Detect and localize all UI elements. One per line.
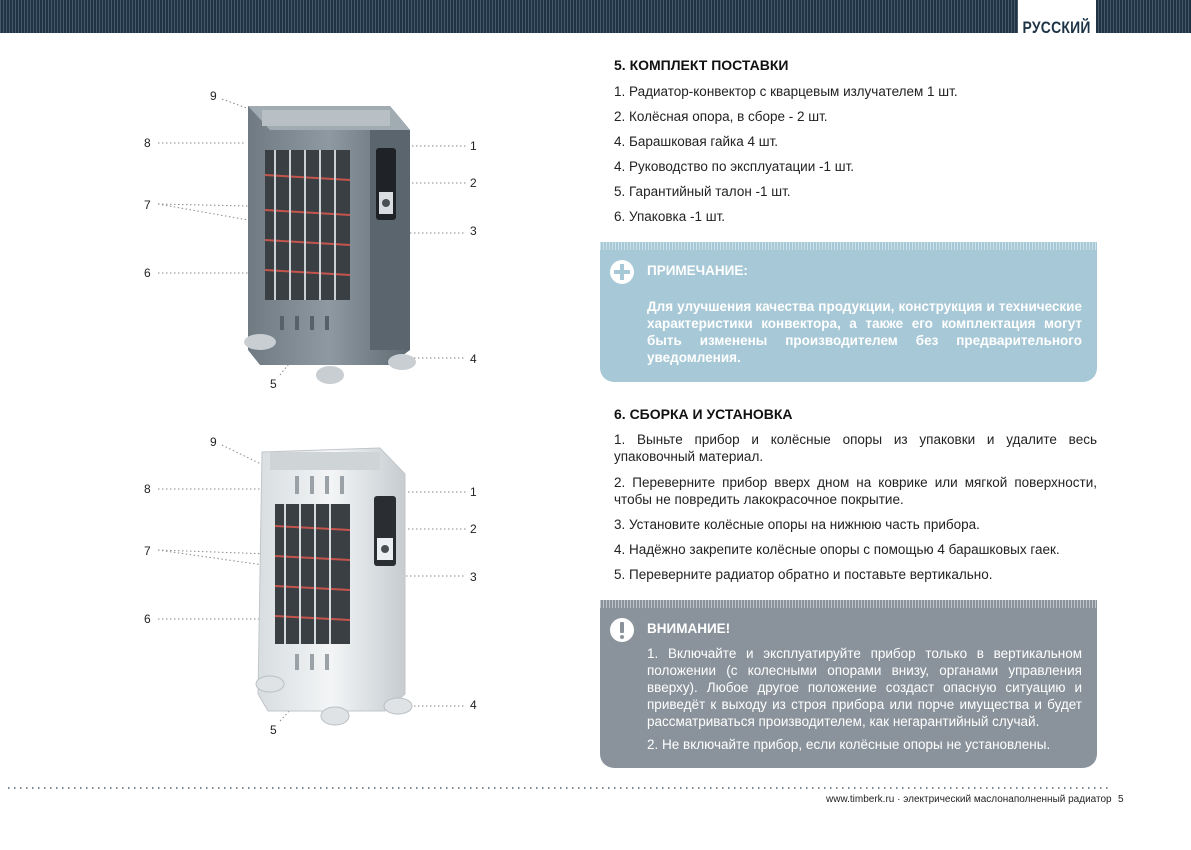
warning-stripe (600, 600, 1097, 608)
heater-figure-gray (130, 80, 490, 400)
list-item: 1. Радиатор-конвектор с кварцевым излучателем 1 шт. (614, 84, 958, 99)
callout-4: 4 (470, 698, 477, 712)
list-item: 5. Гарантийный талон -1 шт. (614, 184, 791, 199)
callout-6: 6 (144, 612, 151, 626)
list-item: 4. Руководство по эксплуатации -1 шт. (614, 159, 855, 174)
callout-6: 6 (144, 266, 151, 280)
list-item: 4. Барашковая гайка 4 шт. (614, 134, 779, 149)
note-text: Для улучшения качества продукции, конструкция и технические характеристики конвектора, а также его комплектация могут быть изменены производителем без предварительного уведомления. (647, 299, 1082, 365)
callout-5: 5 (270, 723, 277, 737)
callout-9: 9 (210, 89, 217, 103)
page-number: 5 (1118, 794, 1124, 805)
language-tab (1018, 0, 1096, 44)
callout-3: 3 (470, 570, 477, 584)
list-item: 6. Упаковка -1 шт. (614, 209, 726, 224)
section-5-title: 5. КОМПЛЕКТ ПОСТАВКИ (614, 57, 789, 73)
plus-icon (610, 260, 634, 284)
language-label: РУССКИЙ (1022, 18, 1092, 37)
callout-7: 7 (144, 198, 151, 212)
assembly-step-1: 1. Выньте прибор и колёсные опоры из упаковки и удалите весь упаковочный материал. (614, 432, 1097, 464)
assembly-step-5: 5. Переверните радиатор обратно и поставьте вертикально. (614, 567, 993, 582)
note-stripe (600, 242, 1097, 250)
exclamation-icon (610, 618, 634, 642)
delivery-list (614, 79, 1097, 229)
footer-divider (8, 787, 1108, 789)
callout-5: 5 (270, 377, 277, 391)
callout-1: 1 (470, 139, 477, 153)
footer-text: www.timberk.ru · электрический маслонаполненный радиатор (826, 794, 1112, 805)
callout-2: 2 (470, 522, 477, 536)
note-box (600, 242, 1097, 382)
assembly-step-2: 2. Переверните прибор вверх дном на коврике или мягкой поверхности, чтобы не повредить лакокрасочное покрытие. (614, 475, 1097, 507)
heater-illustration-gray (130, 80, 490, 400)
heater-figure-white (130, 426, 490, 746)
callout-1: 1 (470, 485, 477, 499)
section-6-title: 6. СБОРКА И УСТАНОВКА (614, 406, 793, 422)
list-item: 2. Колёсная опора, в сборе - 2 шт. (614, 109, 828, 124)
warning-text-1: 1. Включайте и эксплуатируйте прибор только в вертикальном положении (с колесными опорами внизу, органами управления вверху). Любое другое положение создаст опасную ситуацию и приведёт к выходу из строя прибора или порче имущества и будет рассматриваться производителем, как негарантийный случай. (647, 646, 1082, 729)
assembly-step-3: 3. Установите колёсные опоры на нижнюю часть прибора. (614, 517, 980, 532)
warning-text-2: 2. Не включайте прибор, если колёсные опоры не установлены. (647, 737, 1051, 752)
callout-9: 9 (210, 435, 217, 449)
callout-7: 7 (144, 544, 151, 558)
warning-title: ВНИМАНИЕ! (647, 621, 731, 636)
assembly-step-4: 4. Надёжно закрепите колёсные опоры с помощью 4 барашковых гаек. (614, 542, 1060, 557)
callout-3: 3 (470, 224, 477, 238)
note-title: ПРИМЕЧАНИЕ: (647, 263, 748, 278)
callout-8: 8 (144, 136, 151, 150)
callout-8: 8 (144, 482, 151, 496)
warning-box (600, 600, 1097, 768)
callout-2: 2 (470, 176, 477, 190)
section-6-assembly (614, 406, 1097, 587)
header-bar (0, 0, 1191, 33)
heater-illustration-white (130, 426, 490, 746)
section-5-delivery-set (614, 57, 1097, 229)
callout-4: 4 (470, 352, 477, 366)
